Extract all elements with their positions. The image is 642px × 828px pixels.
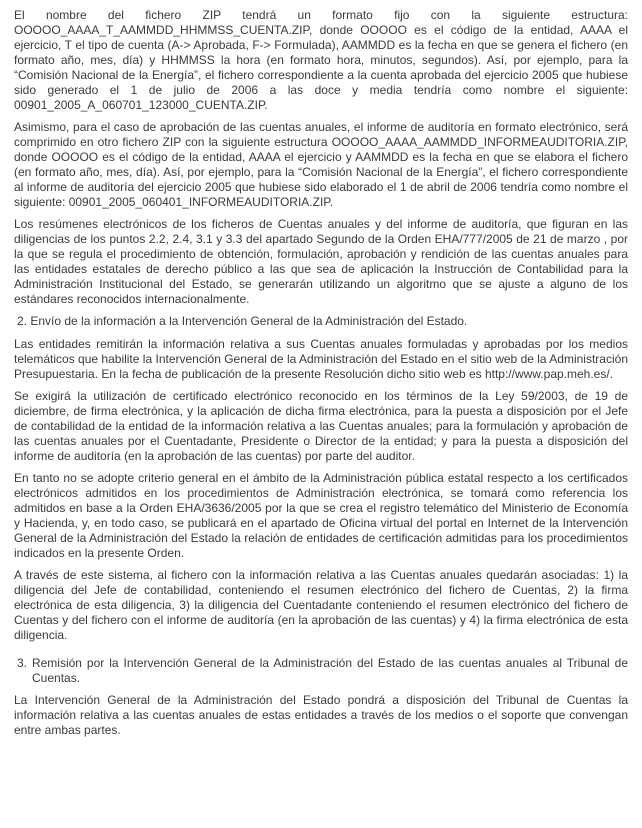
section-heading-3-number: 3.: [17, 656, 28, 670]
paragraph-associated-diligences: A través de este sistema, al fichero con la información relativa a las Cuentas anuales quedarán asociadas: 1) la diligencia del Jefe de contabilidad, conteniendo el resumen electrónico del fichero de Cuentas, 2) la firma electrónica de esta diligencia, 3) la diligencia del Cuentadante conteniendo el resumen electrónico del fichero de Cuentas y del fichero con el informe de auditoría (en la aprobación de las cuentas) y 4) la firma electrónica de esta diligencia.: [14, 568, 628, 642]
paragraph-entities-submission-web: Las entidades remitirán la información relativa a sus Cuentas anuales formuladas y aprobadas por los medios telemáticos que habilite la Intervención General de la Administración del Estado en el sitio web de la Administración Presupuestaria. En la fecha de publicación de la presente Resolución dicho sitio web es http://www.pap.meh.es/.: [14, 337, 628, 381]
section-heading-3-text: Remisión por la Intervención General de la Administración del Estado de las cuentas anuales al Tribunal de Cuentas.: [31, 656, 628, 685]
section-heading-3-remision-tribunal: [17, 656, 628, 686]
paragraph-electronic-summaries: Los resúmenes electrónicos de los ficheros de Cuentas anuales y del informe de auditoría, que figuran en las diligencias de los puntos 2.2, 2.4, 3.1 y 3.3 del apartado Segundo de la Orden EHA/777/2005 de 21 de marzo , por la que se regula el procedimiento de obtención, formulación, aprobación y rendición de las cuentas anuales para las entidades estatales de derecho público a las que sea de aplicación la Instrucción de Contabilidad para la Administración Institucional del Estado, se generarán utilizando un algoritmo que se ajuste a alguno de los estándares reconocidos internacionalmente.: [14, 217, 628, 306]
section-heading-2-envio-informacion: 2. Envío de la información a la Intervención General de la Administración del Estado.: [17, 314, 468, 328]
paragraph-audit-report-zip-format: Asimismo, para el caso de aprobación de las cuentas anuales, el informe de auditoría en formato electrónico, será comprimido en otro fichero ZIP con la siguiente estructura OOOOO_AAAA_AAMMDD_INFORMEAUDITORIA.ZIP, donde OOOOO es el código de la entidad, AAAA el ejercicio y AAMMDD es la fecha en que se elabora el fichero (en formato año, mes, día). Así, por ejemplo, para la “Comisión Nacional de la Energía”, el fichero correspondiente al informe de auditoría del ejercicio 2005 que hubiese sido elaborado el 1 de abril de 2006 tendría como nombre el siguiente: 00901_2005_060401_INFORMEAUDITORIA.ZIP.: [14, 120, 628, 209]
paragraph-tribunal-de-cuentas-provision: La Intervención General de la Administración del Estado pondrá a disposición del Tribunal de Cuentas la información relativa a las cuentas anuales de estas entidades a través de los medios o el soporte que convengan entre ambas partes.: [14, 693, 628, 737]
paragraph-electronic-certificate-requirement: Se exigirá la utilización de certificado electrónico reconocido en los términos de la Ley 59/2003, de 19 de diciembre, de firma electrónica, y la aplicación de dicha firma electrónica, para la puesta a disposición por el Jefe de contabilidad de la entidad de la información relativa a las Cuentas anuales; para la formulación y aprobación de las cuentas anuales por el Cuentadante, Presidente o Director de la entidad; y para la puesta a disposición del informe de auditoría (en la aprobación de las cuentas) por parte del auditor.: [14, 389, 628, 463]
paragraph-zip-filename-format: El nombre del fichero ZIP tendrá un formato fijo con la siguiente estructura: OOOOO_AAAA_T_AAMMDD_HHMMSS_CUENTA.ZIP, donde OOOOO es el código de la entidad, AAAA el ejercicio, T el tipo de cuenta (A-> Aprobada, F-> Formulada), AAMMDD es la fecha en que se genera el fichero (en formato año, mes, día) y HHMMSS la hora (en formato hora, minutos, segundos). Así, por ejemplo, para la “Comisión Nacional de la Energía”, el fichero correspondiente a la cuenta aprobada del ejercicio 2005 que hubiese sido generado el 1 de julio de 2006 a las doce y media tendría como nombre el siguiente: 00901_2005_A_060701_123000_CUENTA.ZIP.: [14, 8, 628, 112]
paragraph-admitted-certificates-criteria: En tanto no se adopte criterio general en el ámbito de la Administración pública estatal respecto a los certificados electrónicos admitidos en los procedimientos de Administración electrónica, se tomará como referencia los admitidos en base a la Orden EHA/3636/2005 por la que se crea el registro telemático del Ministerio de Economía y Hacienda, y, en todo caso, se publicará en el apartado de Oficina virtual del portal en Internet de la Intervención General de la Administración del Estado la relación de entidades de certificación admitidas para los procedimientos indicados en la presente Orden.: [14, 471, 628, 560]
